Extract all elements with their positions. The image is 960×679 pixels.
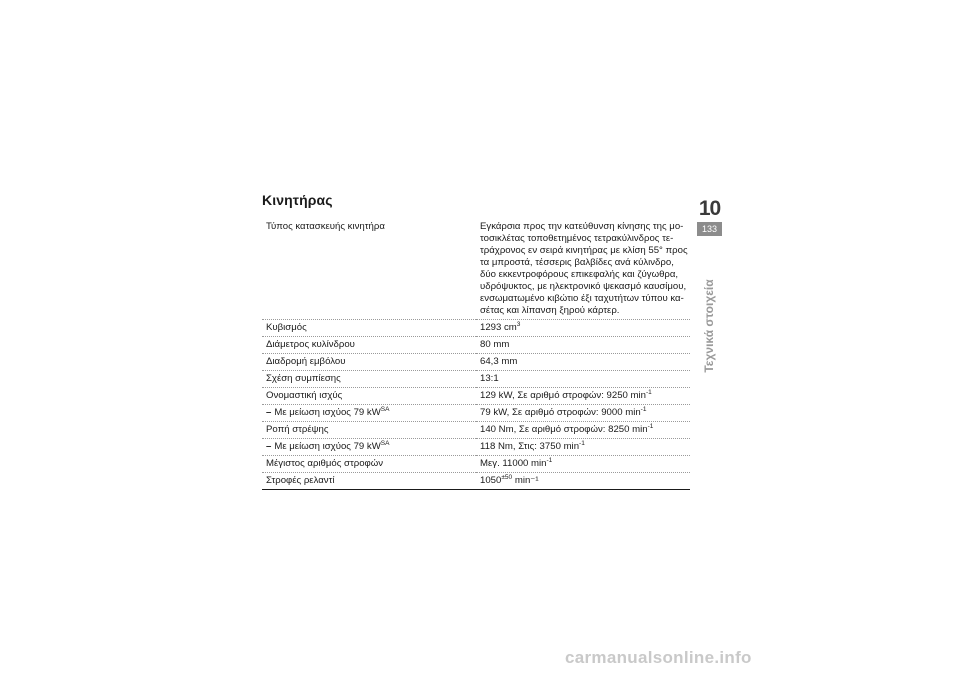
spec-value-superscript: -1 [579, 439, 585, 447]
spec-value-text: 140 Nm, Σε αριθμό στροφών: 8250 min [480, 424, 648, 435]
spec-label-text: Διαδρομή εμβόλου [266, 356, 346, 367]
spec-row [262, 439, 690, 456]
spec-value-text: 79 kW, Σε αριθμό στροφών: 9000 min [480, 407, 641, 418]
spec-value [476, 456, 690, 473]
spec-value-text: υδρόψυκτος, με ηλεκτρονικό ψεκασμό καυσίμου, [480, 281, 687, 292]
spec-value-text: Εγκάρσια προς την κατεύθυνση κίνησης της μο- [480, 221, 684, 232]
spec-value [476, 473, 690, 490]
spec-label-text: Ονομαστική ισχύς [266, 390, 343, 401]
spec-value-text: τράχρονος εν σειρά κινητήρας με κλίση 55° προς [480, 245, 688, 256]
spec-value-superscript: -1 [646, 388, 652, 396]
spec-label [262, 405, 476, 422]
spec-value-text: τα μπροστά, τέσσερις βαλβίδες ανά κύλινδρο, [480, 257, 674, 268]
spec-label-text: Κυβισμός [266, 322, 307, 333]
sub-item-dash-icon: – [266, 407, 272, 418]
spec-label [262, 388, 476, 405]
spec-label [262, 371, 476, 388]
spec-value-text: 1050 [480, 475, 502, 486]
spec-row [262, 219, 690, 320]
spec-label-superscript: SA [380, 439, 390, 447]
spec-label [262, 439, 476, 456]
spec-row [262, 371, 690, 388]
spec-value-superscript: -1 [546, 456, 553, 464]
chapter-tab [697, 198, 722, 236]
spec-label-text: Σχέση συμπίεσης [266, 373, 341, 384]
page-number: 133 [697, 222, 722, 236]
spec-value [476, 439, 690, 456]
spec-value [476, 405, 690, 422]
spec-row [262, 473, 690, 490]
spec-label [262, 354, 476, 371]
spec-value-text: 1293 cm [480, 322, 517, 333]
spec-value [476, 422, 690, 439]
spec-label [262, 422, 476, 439]
spec-row [262, 320, 690, 337]
spec-value-superscript: ±50 [501, 473, 513, 481]
chapter-title [697, 266, 721, 386]
spec-value-text: 13:1 [480, 373, 499, 384]
spec-label-superscript: SA [380, 405, 390, 413]
spec-value-text: ενσωματωμένο κιβώτιο έξι ταχυτήτων τύπου κα- [480, 293, 684, 304]
spec-value [476, 354, 690, 371]
spec-row [262, 337, 690, 354]
spec-value-superscript: 3 [516, 320, 521, 328]
spec-label-text: Στροφές ρελαντί [266, 475, 335, 486]
spec-value-text: 80 mm [480, 339, 510, 350]
spec-row [262, 388, 690, 405]
spec-value [476, 320, 690, 337]
spec-value-superscript: -1 [640, 405, 647, 413]
spec-label-text: Ροπή στρέψης [266, 424, 329, 435]
spec-value [476, 219, 690, 320]
engine-spec-table [262, 219, 690, 490]
spec-value-text: 129 kW, Σε αριθμό στροφών: 9250 min [480, 390, 647, 401]
spec-value-text: 64,3 mm [480, 356, 518, 367]
spec-table-body [262, 219, 690, 490]
spec-label-text: Τύπος κατασκευής κινητήρα [266, 221, 385, 232]
spec-value [476, 371, 690, 388]
spec-row [262, 354, 690, 371]
spec-value [476, 337, 690, 354]
section-title: Κινητήρας [262, 192, 333, 208]
spec-value-text: δύο εκκεντροφόρους επικεφαλής και ζύγωθρα, [480, 269, 679, 280]
sub-item-dash-icon: – [266, 441, 272, 452]
spec-row [262, 405, 690, 422]
spec-label [262, 219, 476, 320]
spec-value-text: Μεγ. 11000 min [480, 458, 547, 469]
spec-value-text: σέτας και λίπανση ξηρού κάρτερ. [480, 305, 620, 316]
watermark: carmanualsonline.info [565, 648, 752, 667]
spec-value-superscript: -1 [647, 422, 654, 430]
spec-label-text: Μέγιστος αριθμός στροφών [266, 458, 384, 469]
spec-value [476, 388, 690, 405]
spec-label [262, 456, 476, 473]
spec-label [262, 473, 476, 490]
spec-value-text: 118 Nm, Στις: 3750 min [480, 441, 580, 452]
spec-label-text: Διάμετρος κυλίνδρου [266, 339, 355, 350]
spec-row [262, 456, 690, 473]
spec-row [262, 422, 690, 439]
spec-value-text: τοσικλέτας τοποθετημένος τετρακύλινδρος τε- [480, 233, 674, 244]
spec-label [262, 320, 476, 337]
chapter-number: 10 [698, 197, 721, 220]
spec-label [262, 337, 476, 354]
spec-value-suffix: min⁻¹ [512, 475, 539, 486]
spec-label-text: Με μείωση ισχύος 79 kW [274, 441, 381, 452]
spec-label-text: Με μείωση ισχύος 79 kW [274, 407, 381, 418]
chapter-title-text: Τεχνικά στοιχεία [702, 279, 716, 373]
